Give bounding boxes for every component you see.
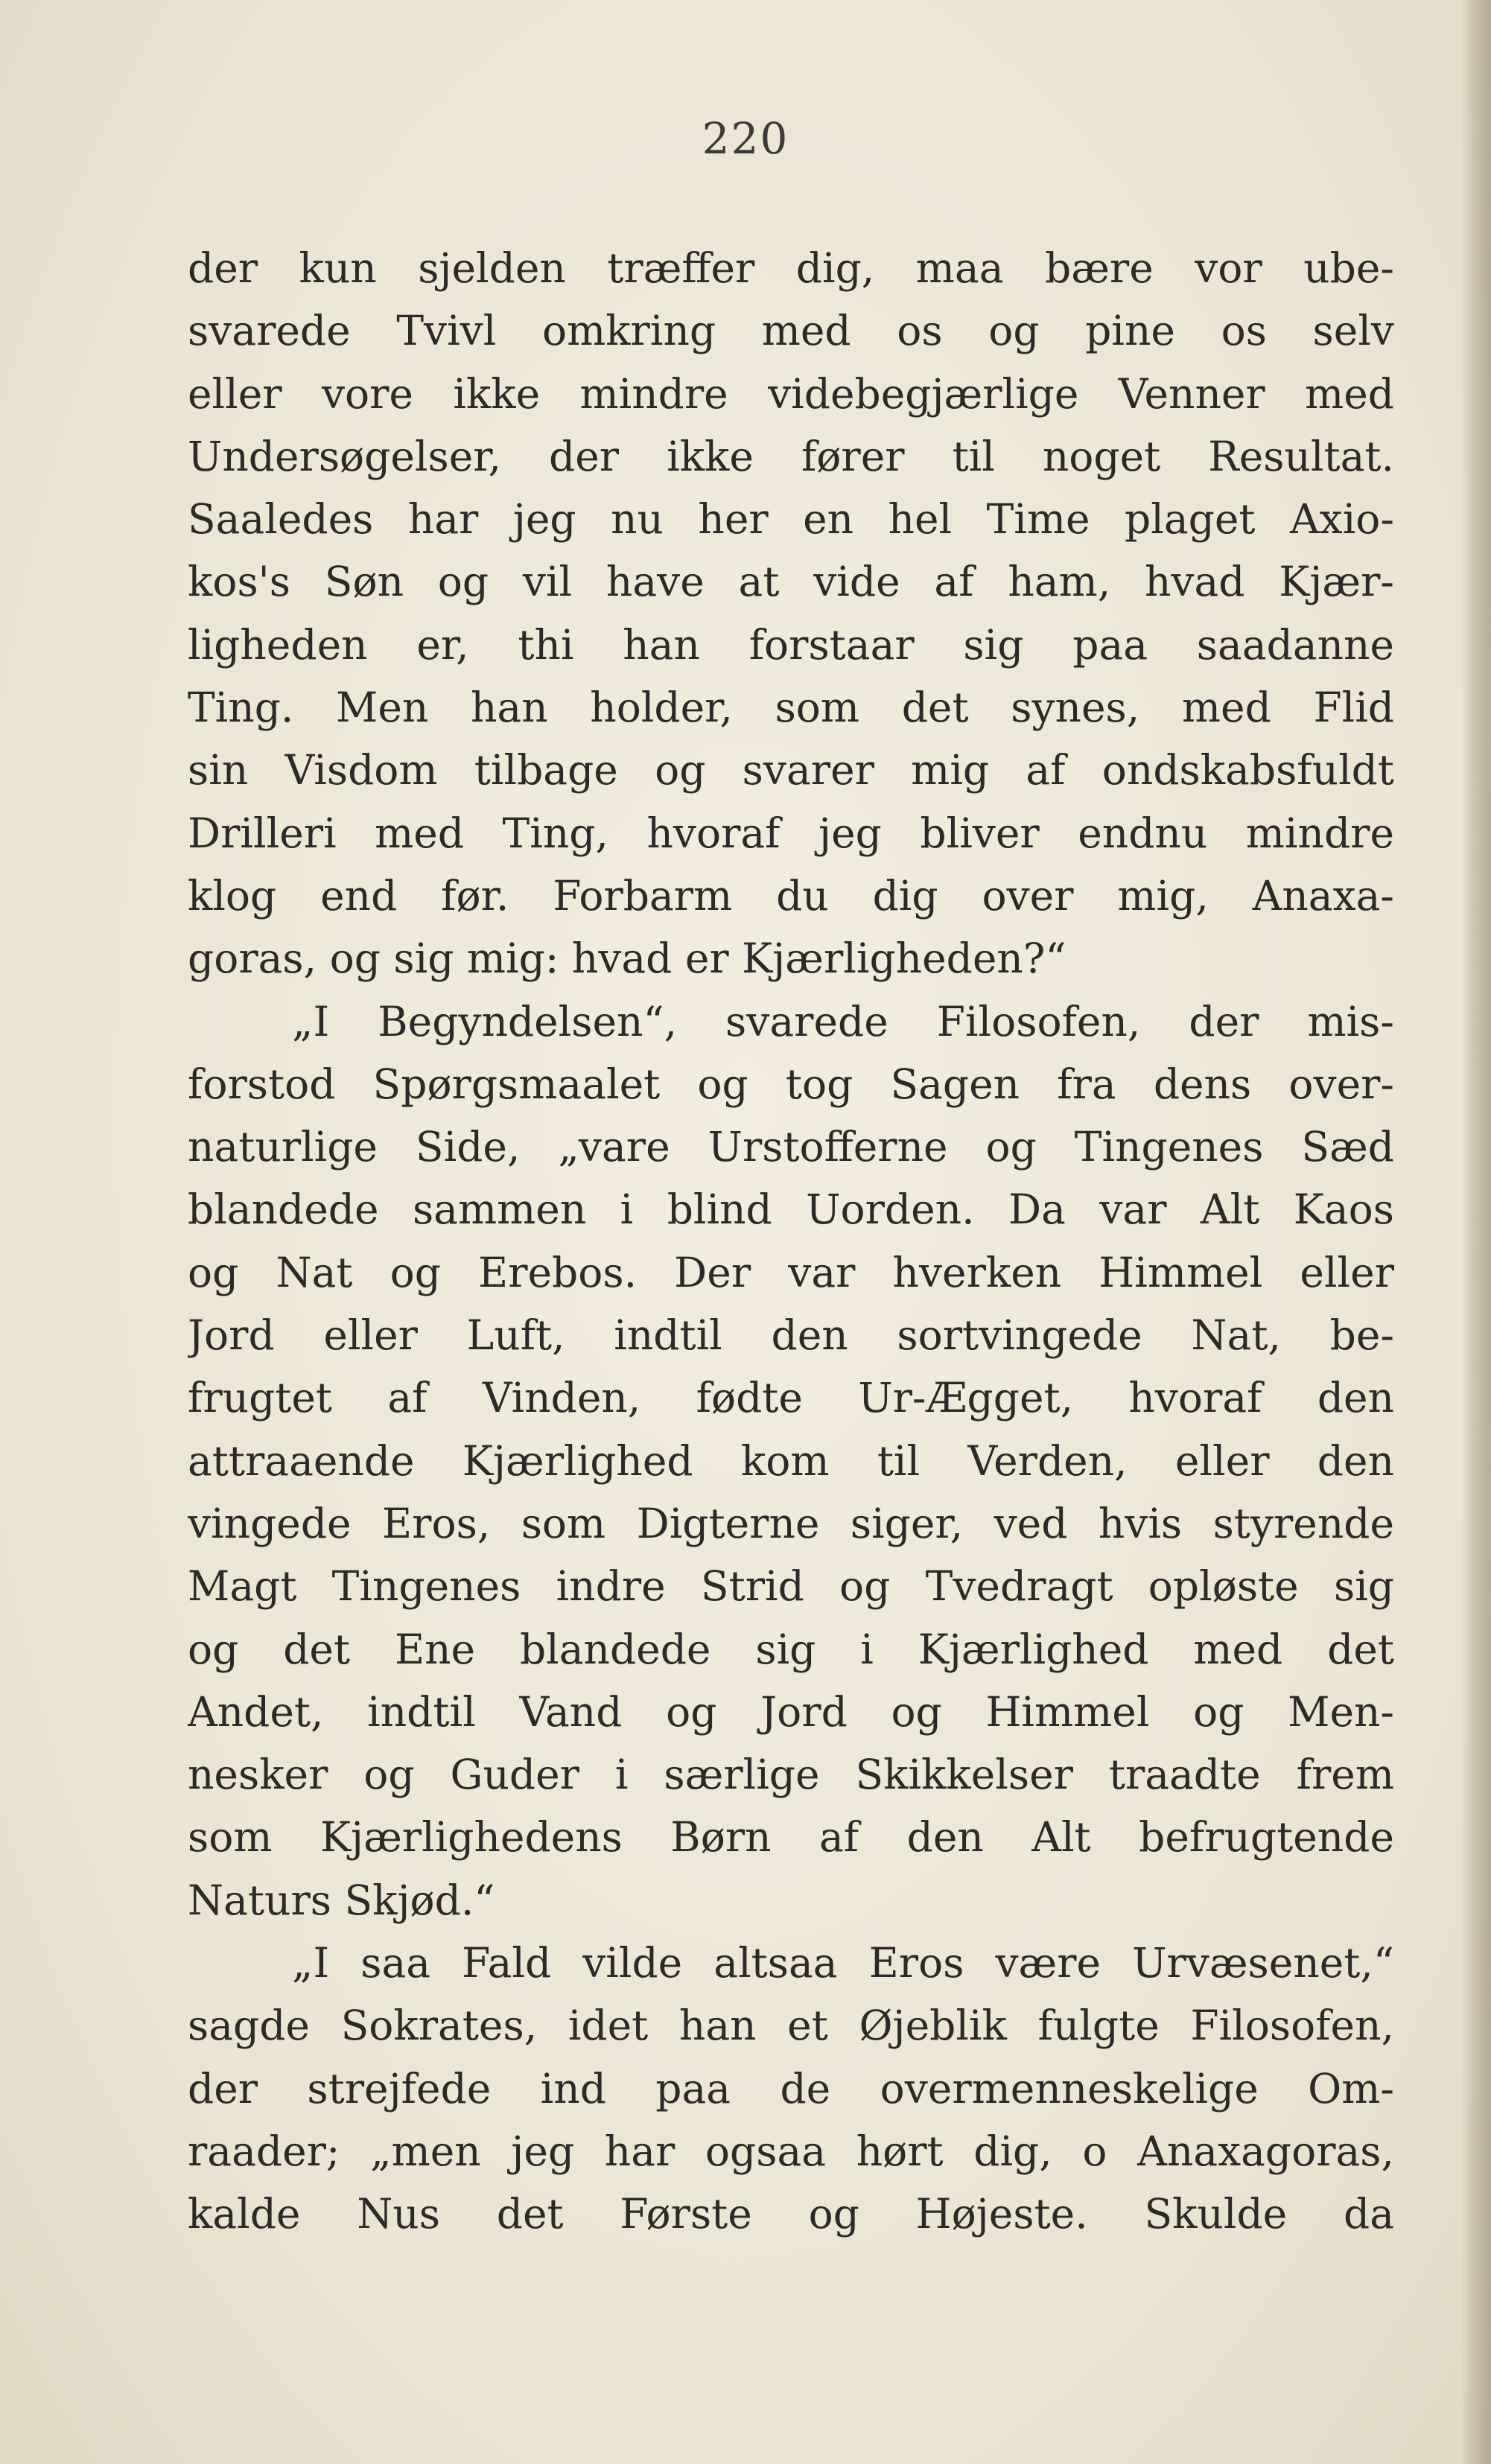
text-line: blandede sammen i blind Uorden. Da var Alt Kaos [188,1185,1394,1234]
text-line: Ting. Men han holder, som det synes, med Flid [188,684,1394,732]
text-line: „I Begyndelsen“, svarede Filosofen, der mis- [292,997,1394,1045]
text-line: nesker og Guder i særlige Skikkelser traadte frem [188,1751,1394,1799]
text-line: ligheden er, thi han forstaar sig paa saadanne [188,620,1394,669]
text-line: forstod Spørgsmaalet og tog Sagen fra dens over- [188,1060,1394,1108]
text-line: raader; „men jeg har ogsaa hørt dig, o Anaxagoras, [188,2127,1394,2175]
text-line: eller vore ikke mindre videbegjærlige Venner med [188,369,1394,418]
text-line: frugtet af Vinden, fødte Ur-Ægget, hvoraf den [188,1374,1394,1422]
text-line: sin Visdom tilbage og svarer mig af ondskabsfuldt [188,746,1394,795]
text-line: klog end før. Forbarm du dig over mig, Anaxa- [188,871,1394,920]
text-line: Andet, indtil Vand og Jord og Himmel og Men- [188,1687,1394,1736]
text-line: Jord eller Luft, indtil den sortvingede Nat, be- [188,1311,1394,1360]
body-text [188,237,1394,2246]
text-line: naturlige Side, „vare Urstofferne og Tingenes Sæd [188,1123,1394,1171]
text-line: kalde Nus det Første og Højeste. Skulde da [188,2190,1394,2238]
text-line: sagde Sokrates, idet han et Øjeblik fulgte Filosofen, [188,2002,1394,2050]
text-line: vingede Eros, som Digterne siger, ved hvis styrende [188,1499,1394,1547]
text-line: kos's Søn og vil have at vide af ham, hvad Kjær- [188,558,1394,606]
text-line: „I saa Fald vilde altsaa Eros være Urvæsenet,“ [292,1939,1394,1987]
text-line: og det Ene blandede sig i Kjærlighed med det [188,1625,1394,1673]
text-line: der strejfede ind paa de overmenneskelige Om- [188,2064,1394,2113]
text-line: Magt Tingenes indre Strid og Tvedragt opløste sig [188,1562,1394,1611]
text-line: og Nat og Erebos. Der var hverken Himmel eller [188,1248,1394,1296]
text-line: Saaledes har jeg nu her en hel Time plaget Axio- [188,495,1394,544]
text-line: goras, og sig mig: hvad er Kjærligheden?“ [188,935,1066,983]
text-line: svarede Tvivl omkring med os og pine os selv [188,307,1394,355]
text-line: Drilleri med Ting, hvoraf jeg bliver endnu mindre [188,809,1394,857]
text-line: der kun sjelden træffer dig, maa bære vor ube- [188,244,1394,292]
page-number: 220 [702,113,789,164]
text-line: attraaende Kjærlighed kom til Verden, eller den [188,1436,1394,1485]
page-edge-shadow [1461,0,1491,2464]
text-line: Naturs Skjød.“ [188,1876,495,1924]
text-line: som Kjærlighedens Børn af den Alt befrugtende [188,1813,1394,1862]
text-line: Undersøgelser, der ikke fører til noget Resultat. [188,432,1394,480]
